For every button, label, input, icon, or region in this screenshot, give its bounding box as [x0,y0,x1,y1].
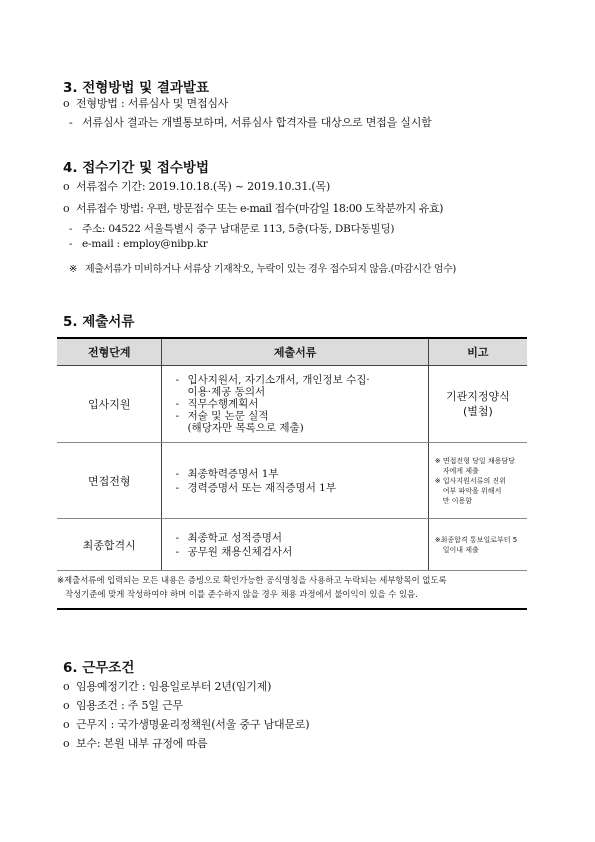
section-4-item-2: o 서류접수 방법: 우편, 방문접수 또는 e-mail 접수(마감일 18:00 도착분까지 유효) [63,202,443,215]
section-6-item-4: o 보수: 본원 내부 규정에 따름 [63,737,208,750]
header-stage: 전형단계 [57,338,162,366]
row-stage: 입사지원 [57,366,162,443]
row-remarks: ※ 면접전형 당일 채용담당 자에게 제출 ※ 입사지원서류의 진위 여부 파악을 위해서 만 이용함 [428,443,527,519]
section-4-address: - 주소: 04522 서울특별시 중구 남대문로 113, 5층(다동, DB다동빌딩) [69,223,395,235]
table-row [57,366,527,443]
section-4-heading: 4. 접수기간 및 접수방법 [63,160,209,176]
header-remarks: 비고 [428,338,527,366]
table-row [57,443,527,519]
row-stage: 최종합격시 [57,519,162,571]
section-6-item-1: o 임용예정기간 : 임용일로부터 2년(임기제) [63,680,272,693]
row-remarks: ※최종합격 통보일로부터 5 일이내 제출 [428,519,527,571]
header-documents: 제출서류 [162,338,428,366]
table-row [57,519,527,571]
row-documents: - 최종학력증명서 1부 - 경력증명서 또는 재직증명서 1부 [162,443,428,519]
row-documents: - 입사지원서, 자기소개서, 개인정보 수집· 이용·제공 동의서 - 직무수행계획서 - 저술 및 논문 실적 (해당자만 목록으로 제출) [162,366,428,443]
section-3-item-1: o 전형방법 : 서류심사 및 면접심사 [63,97,229,110]
section-5-heading: 5. 제출서류 [63,314,135,330]
row-documents: - 최종학교 성적증명서 - 공무원 채용신체검사서 [162,519,428,571]
section-4-email: - e-mail : employ@nibp.kr [69,238,208,250]
section-6-item-3: o 근무지 : 국가생명윤리정책원(서울 중구 남대문로) [63,718,310,731]
section-3-item-2: - 서류심사 결과는 개별통보하며, 서류심사 합격자를 대상으로 면접을 실시함 [69,116,432,129]
section-6-heading: 6. 근무조건 [63,660,135,676]
submission-documents-table [57,337,527,571]
table-footnote: ※제출서류에 입력되는 모든 내용은 증빙으로 확인가능한 공식명칭을 사용하고 누락되는 세부항목이 없도록 작성기준에 맞게 작성하여야 하며 이를 준수하지 않을 경우 채용 과정에서 불이익이 있을 수 있음. [57,573,527,610]
table-header-row [57,338,527,366]
row-remarks: 기관지정양식 (별첨) [428,366,527,443]
row-stage: 면접전형 [57,443,162,519]
section-4-note: ※ 제출서류가 미비하거나 서류상 기재착오, 누락이 있는 경우 접수되지 않음.(마감시간 엄수) [69,264,456,275]
section-4-item-1: o 서류접수 기간: 2019.10.18.(목) ~ 2019.10.31.(목) [63,180,331,193]
section-6-item-2: o 임용조건 : 주 5일 근무 [63,699,183,712]
section-3-heading: 3. 전형방법 및 결과발표 [63,80,209,96]
email-link[interactable]: e-mail : employ@nibp.kr [82,238,208,250]
